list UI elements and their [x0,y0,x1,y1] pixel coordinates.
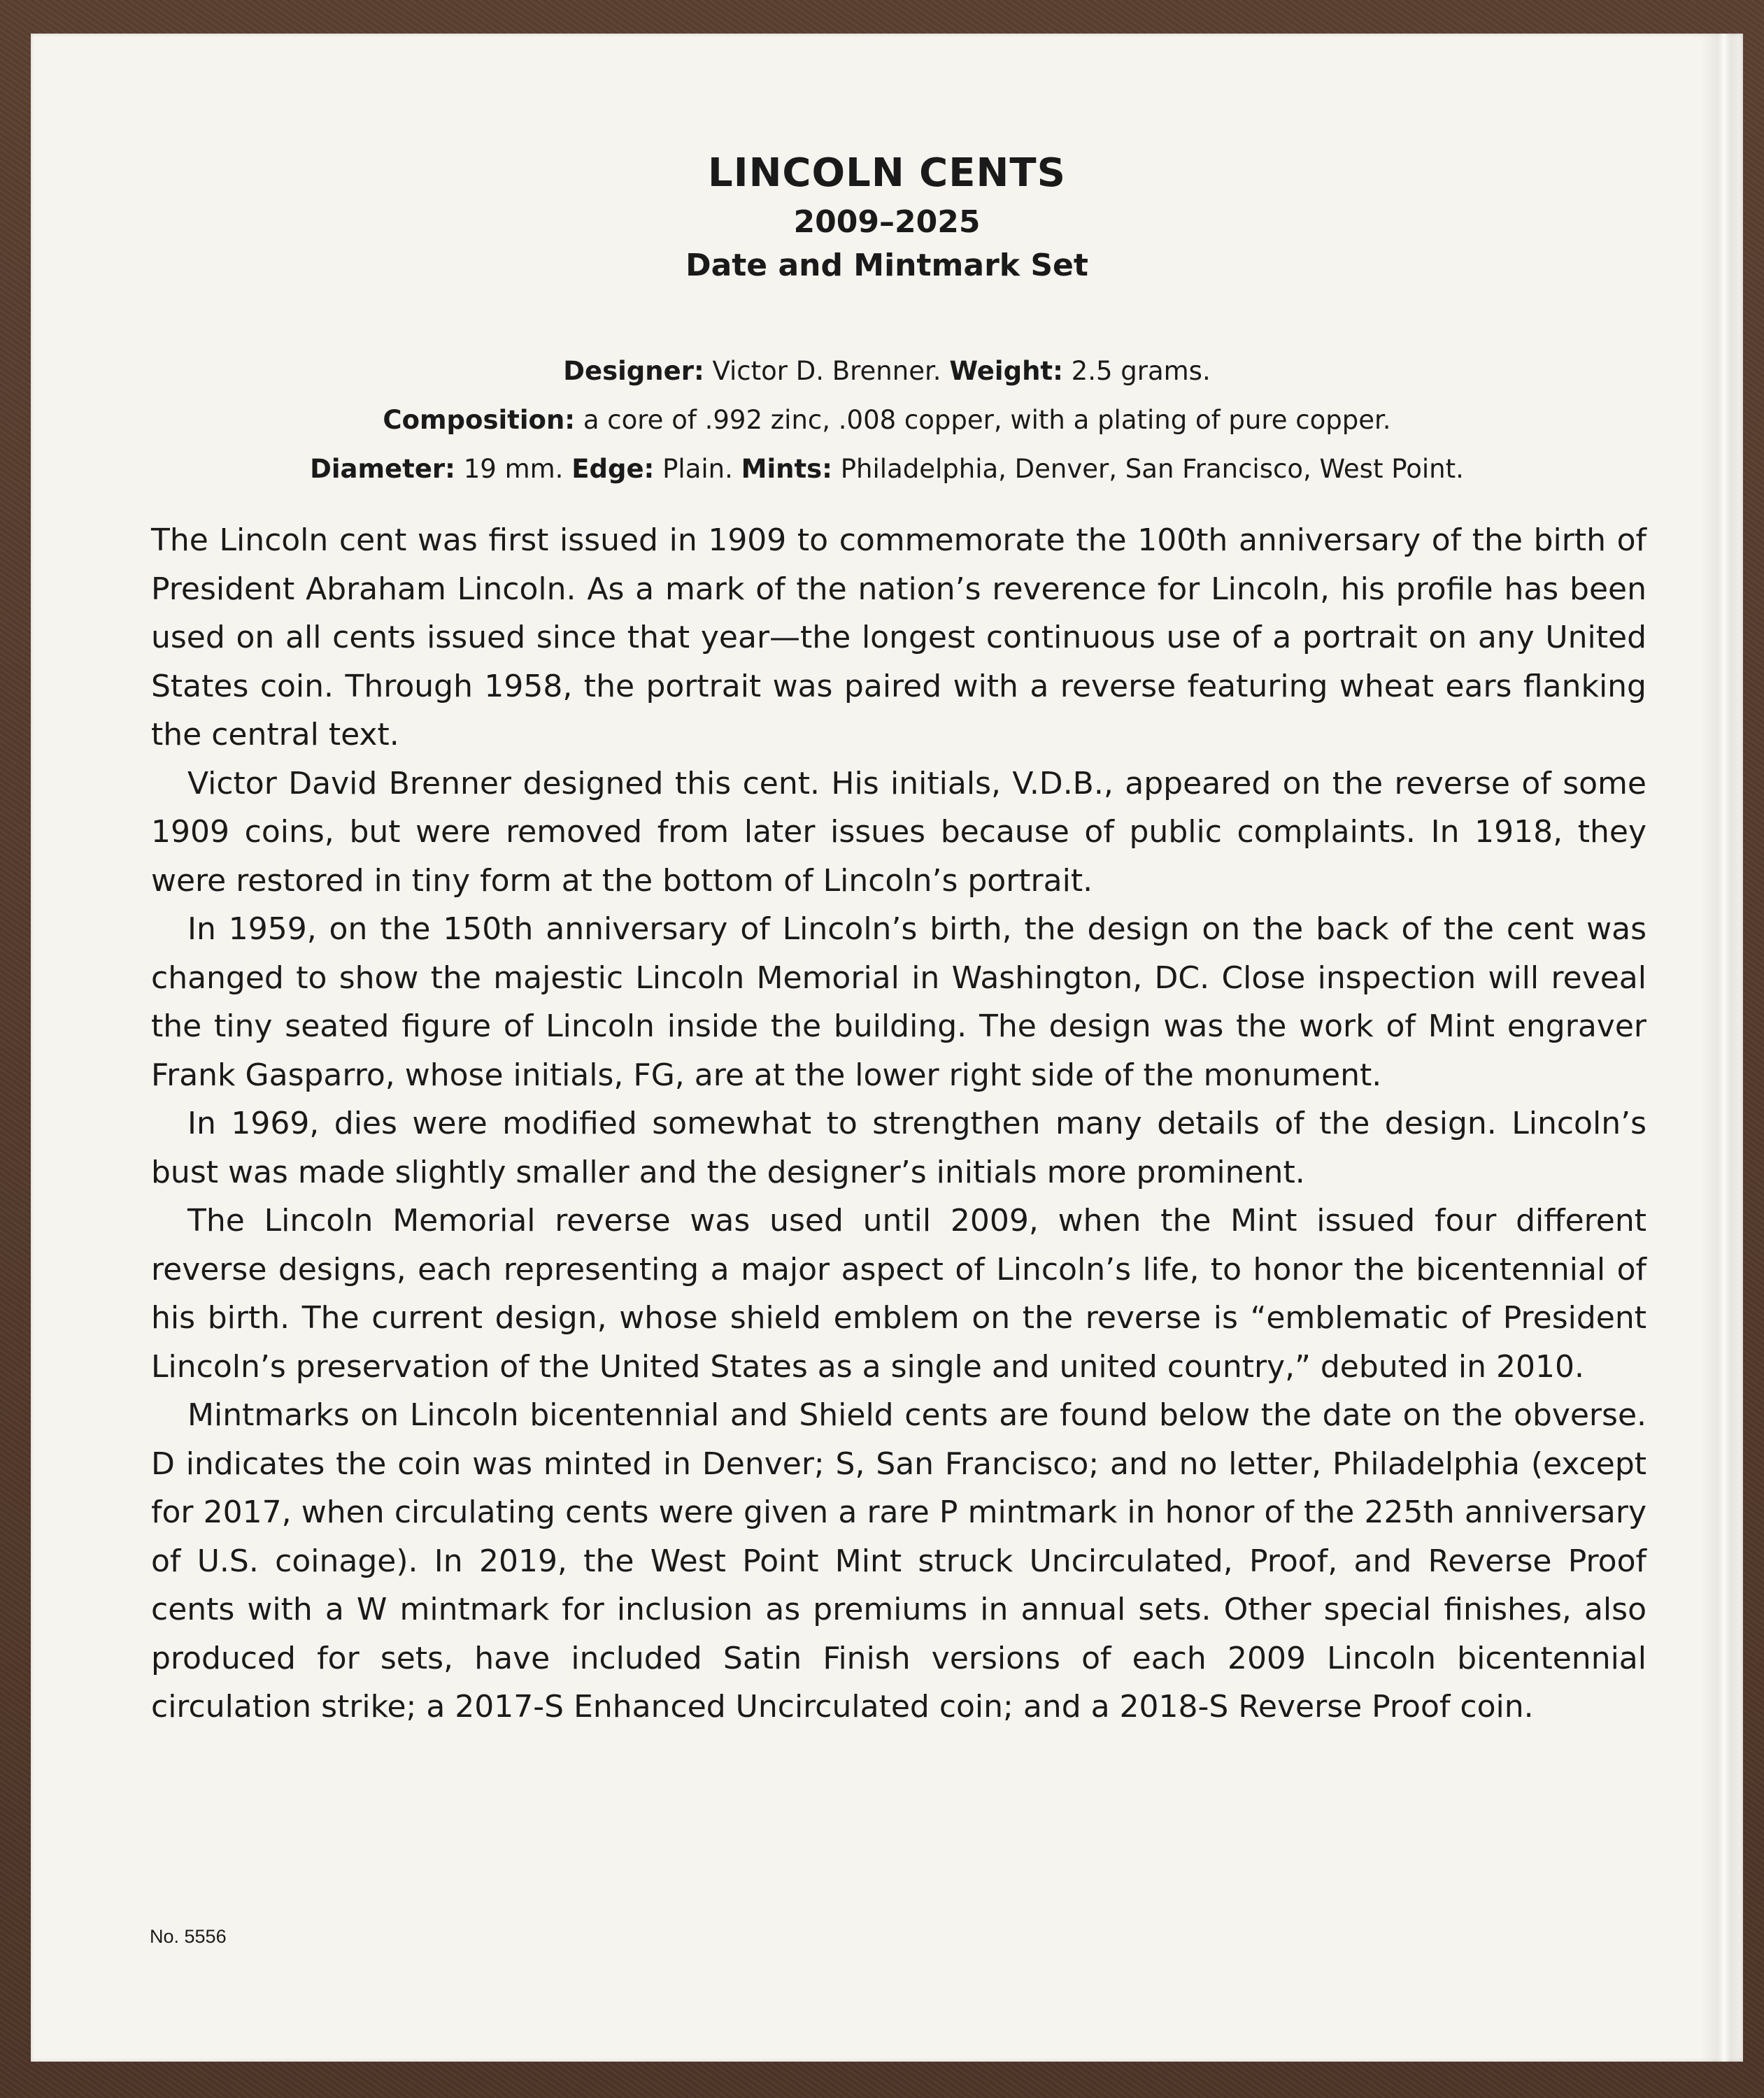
paragraph-2: Victor David Brenner designed this cent. His initials, V.D.B., appeared on the reverse of some 1909 coins, but were removed from later issues because of public complaints. In 1918, they were restored in tiny form at the bottom of Lincoln’s portrait. [151,765,1646,899]
paragraph-5: The Lincoln Memorial reverse was used until 2009, when the Mint issued four different reverse designs, each representing a major aspect of Lincoln’s life, to honor the bicentennial of his birth. The current design, whose shield emblem on the reverse is “emblematic of President Lincoln’s preservation of the United States as a single and united country,” debuted in 2010. [151,1203,1646,1385]
coin-specifications [31,347,1743,494]
page-edge [1701,34,1743,2062]
spec-label-designer: Designer: [563,356,704,386]
year-range: 2009–2025 [793,204,981,240]
set-subtitle: Date and Mintmark Set [685,248,1088,283]
spec-value-mints: Philadelphia, Denver, San Francisco, West Point. [832,454,1464,484]
paragraph-6: Mintmarks on Lincoln bicentennial and Shield cents are found below the date on the obverse. D indicates the coin was minted in Denver; S, San Francisco; and no letter, Philadelphia (except for 2017, when circulating cents were given a rare P mintmark in honor of the 225th anniversary of U.S. coinage). In 2019, the West Point Mint struck Uncirculated, Proof, and Reverse Proof cents with a W mintmark for inclusion as premiums in annual sets. Other special finishes, also produced for sets, have included Satin Finish versions of each 2009 Lincoln bicentennial circulation strike; a 2017-S Enhanced Uncirculated coin; and a 2018-S Reverse Proof coin. [151,1397,1646,1725]
spec-label-edge: Edge: [571,454,655,484]
page-header [31,145,1743,288]
catalog-number: No. 5556 [150,1926,227,1947]
paragraph-1: The Lincoln cent was first issued in 1909 to commemorate the 100th anniversary of the birth of President Abraham Lincoln. As a mark of the nation’s reverence for Lincoln, his profile has been used on all cents issued since that year—the longest continuous use of a portrait on any United States coin. Through 1958, the portrait was paired with a reverse featuring wheat ears flanking the central text. [151,522,1646,752]
spec-value-designer: Victor D. Brenner. [704,356,950,386]
spec-value-diameter: 19 mm. [455,454,572,484]
page-title: LINCOLN CENTS [708,150,1066,196]
paragraph-3: In 1959, on the 150th anniversary of Lincoln’s birth, the design on the back of the cent was changed to show the majestic Lincoln Memorial in Washington, DC. Close inspection will reveal the tiny seated figure of Lincoln inside the building. The design was the work of Mint engraver Frank Gasparro, whose initials, FG, are at the lower right side of the monument. [151,911,1646,1093]
spec-line-designer-weight [31,347,1743,396]
spec-value-weight: 2.5 grams. [1062,356,1211,386]
spec-label-composition: Composition: [383,405,576,435]
spec-line-diameter-edge-mints [31,445,1743,494]
inside-cover-page [31,34,1743,2062]
paragraph-4: In 1969, dies were modified somewhat to strengthen many details of the design. Lincoln’s bust was made slightly smaller and the designer’s initials more prominent. [151,1106,1646,1190]
spec-line-composition [31,396,1743,445]
spec-label-diameter: Diameter: [310,454,455,484]
spec-value-edge: Plain. [654,454,741,484]
spec-value-composition: a core of .992 zinc, .008 copper, with a plating of pure copper. [575,405,1391,435]
spec-label-weight: Weight: [949,356,1063,386]
spec-label-mints: Mints: [741,454,832,484]
history-text [151,516,1646,1732]
